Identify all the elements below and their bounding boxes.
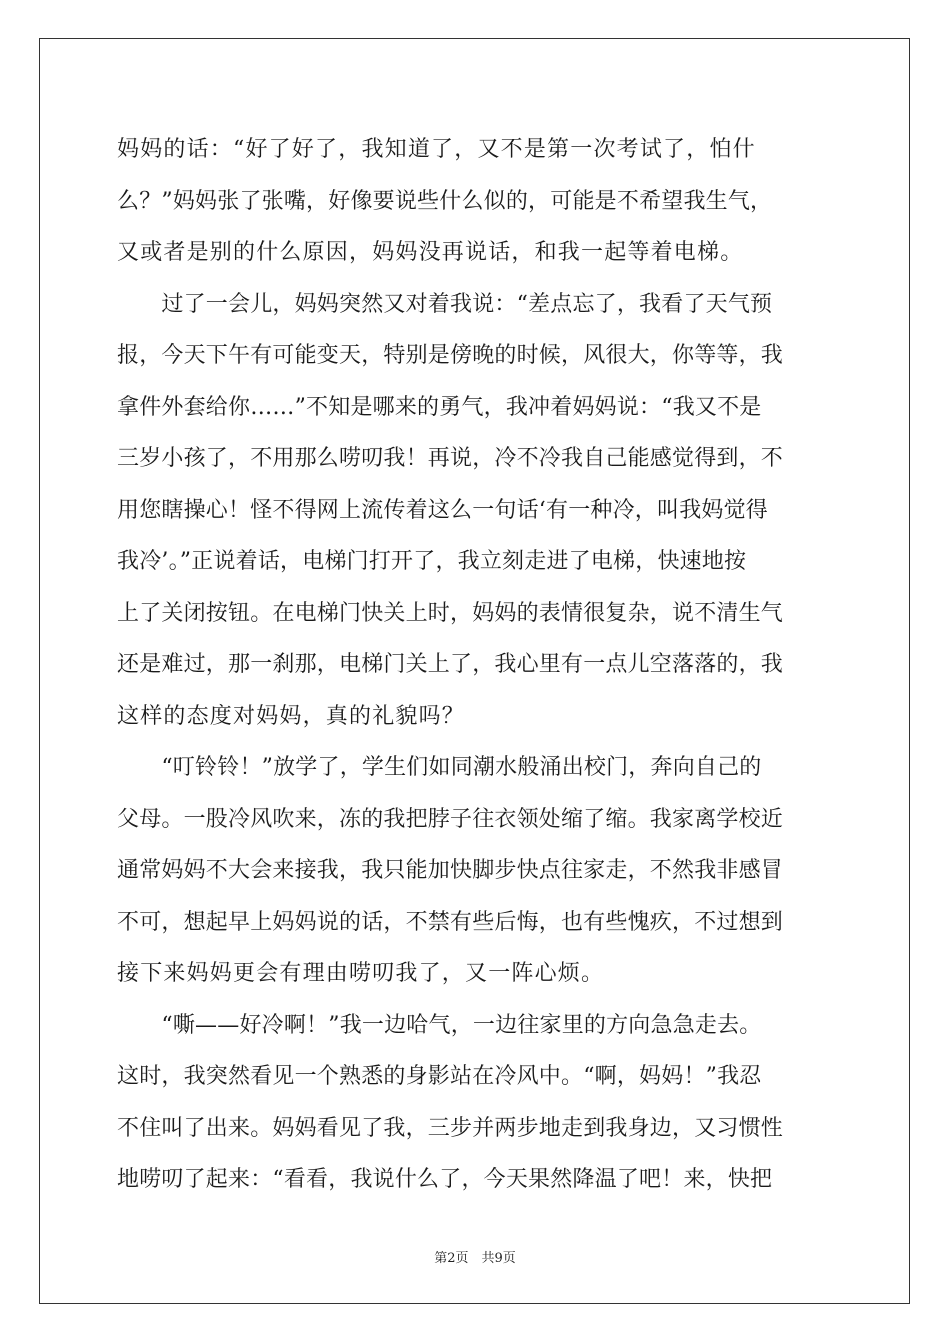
text-line: 么？”妈妈张了张嘴，好像要说些什么似的，可能是不希望我生气， [117, 188, 773, 214]
page-number-footer: 第2页 共9页 [434, 1251, 516, 1266]
text-line: 地唠叨了起来：“看看，我说什么了，今天果然降温了吧！来，快把 [117, 1167, 773, 1192]
text-line: 这时，我突然看见一个熟悉的身影站在冷风中。“啊，妈妈！”我忍 [117, 1064, 762, 1089]
text-line: 不可，想起早上妈妈说的话，不禁有些后悔，也有些愧疚，不过想到 [117, 909, 784, 935]
document-body [117, 124, 837, 1206]
text-line: 接下来妈妈更会有理由唠叨我了，又一阵心烦。 [117, 961, 605, 986]
text-line: 通常妈妈不大会来接我，我只能加快脚步快点往家走，不然我非感冒 [117, 858, 784, 883]
text-line: 父母。一股冷风吹来，冻的我把脖子往衣领处缩了缩。我家离学校近 [117, 806, 784, 832]
text-line: 这样的态度对妈妈，真的礼貌吗？ [117, 703, 466, 729]
text-line: “叮铃铃！”放学了，学生们如同潮水般涌出校门，奔向自己的 [117, 755, 762, 780]
text-line: 还是难过，那一刹那，电梯门关上了，我心里有一点儿空落落的，我 [117, 652, 784, 677]
text-line: 三岁小孩了，不用那么唠叨我！再说，冷不冷我自己能感觉得到，不 [117, 446, 784, 471]
text-line: 妈妈的话：“好了好了，我知道了，又不是第一次考试了，怕什 [117, 137, 756, 162]
text-line: 报，今天下午有可能变天，特别是傍晚的时候，风很大，你等等，我 [117, 343, 784, 368]
text-line: 不住叫了出来。妈妈看见了我，三步并两步地走到我身边，又习惯性 [117, 1115, 784, 1141]
text-line: 过了一会儿，妈妈突然又对着我说：“差点忘了，我看了天气预 [117, 291, 773, 317]
text-line: 我冷’。”正说着话，电梯门打开了，我立刻走进了电梯，快速地按 [117, 549, 747, 574]
text-line: 用您瞎操心！怪不得网上流传着这么一句话‘有一种冷，叫我妈觉得 [117, 497, 768, 523]
text-line: 上了关闭按钮。在电梯门快关上时，妈妈的表情很复杂，说不清生气 [117, 600, 784, 626]
text-line: 又或者是别的什么原因，妈妈没再说话，和我一起等着电梯。 [117, 240, 744, 265]
text-line: “嘶——好冷啊！”我一边哈气，一边往家里的方向急急走去。 [117, 1012, 762, 1038]
text-line: 拿件外套给你……”不知是哪来的勇气，我冲着妈妈说：“我又不是 [117, 394, 762, 420]
